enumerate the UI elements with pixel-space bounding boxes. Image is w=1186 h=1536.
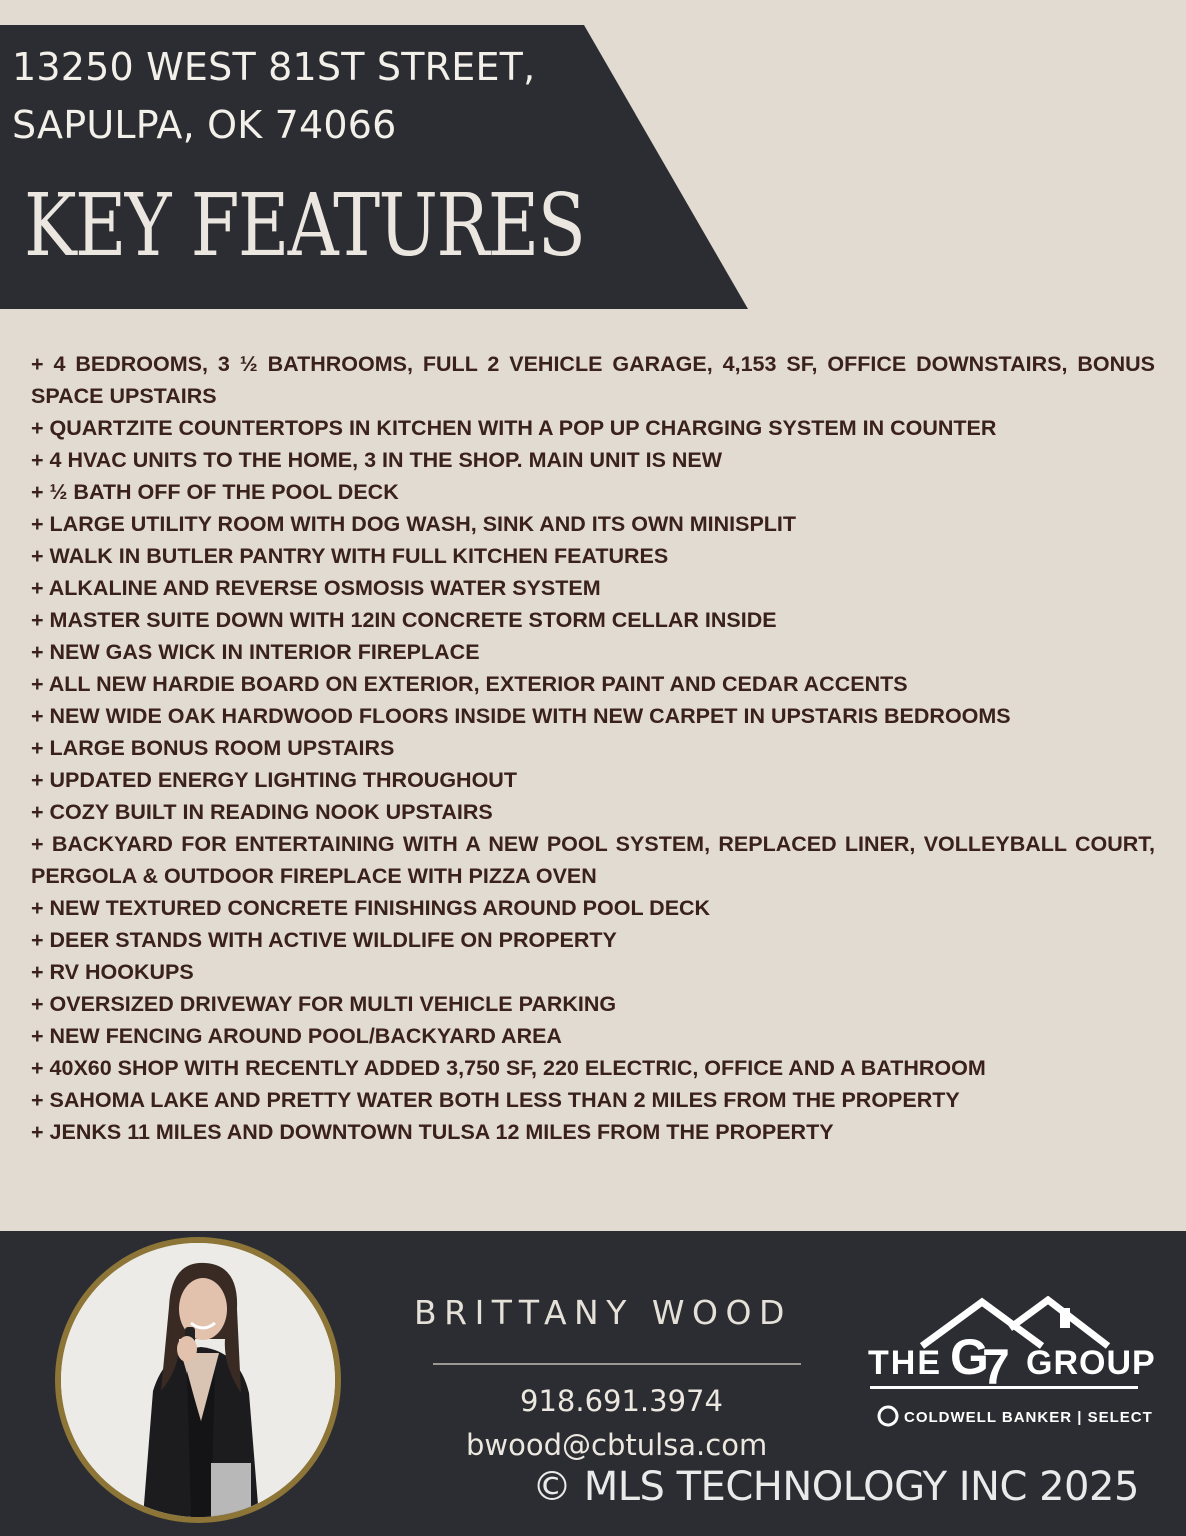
feature-item: + BACKYARD FOR ENTERTAINING WITH A NEW POOL SYSTEM, REPLACED LINER, VOLLEYBALL COURT, PERGOLA & OUTDOOR FIREPLACE WITH PIZZA OVEN [31, 832, 1155, 888]
svg-text:GROUP: GROUP [1026, 1344, 1154, 1382]
feature-item: + 4 HVAC UNITS TO THE HOME, 3 IN THE SHOP. MAIN UNIT IS NEW [31, 448, 723, 472]
svg-text:THE: THE [868, 1344, 942, 1382]
feature-item: + DEER STANDS WITH ACTIVE WILDLIFE ON PROPERTY [31, 928, 617, 952]
house-roof-icon [862, 1296, 1154, 1436]
agent-photo-inner [61, 1243, 335, 1517]
feature-item: + ½ BATH OFF OF THE POOL DECK [31, 480, 399, 504]
feature-item: + OVERSIZED DRIVEWAY FOR MULTI VEHICLE PARKING [31, 992, 617, 1016]
feature-item: + JENKS 11 MILES AND DOWNTOWN TULSA 12 MILES FROM THE PROPERTY [31, 1120, 834, 1144]
feature-item: + 40X60 SHOP WITH RECENTLY ADDED 3,750 SF, 220 ELECTRIC, OFFICE AND A BATHROOM [31, 1056, 986, 1080]
feature-item: + NEW FENCING AROUND POOL/BACKYARD AREA [31, 1024, 562, 1048]
feature-item: + ALKALINE AND REVERSE OSMOSIS WATER SYSTEM [31, 576, 601, 600]
agent-name: BRITTANY WOOD [414, 1293, 792, 1332]
feature-item: + LARGE UTILITY ROOM WITH DOG WASH, SINK AND ITS OWN MINISPLIT [31, 512, 797, 536]
svg-text:COLDWELL BANKER | SELECT: COLDWELL BANKER | SELECT [904, 1409, 1153, 1426]
address-line-1: 13250 WEST 81ST STREET, [12, 45, 536, 89]
agent-portrait-illustration [61, 1243, 335, 1517]
feature-item: + NEW GAS WICK IN INTERIOR FIREPLACE [31, 640, 480, 664]
property-address [12, 38, 535, 154]
feature-item: + NEW TEXTURED CONCRETE FINISHINGS AROUND POOL DECK [31, 896, 711, 920]
feature-item: + ALL NEW HARDIE BOARD ON EXTERIOR, EXTERIOR PAINT AND CEDAR ACCENTS [31, 672, 908, 696]
feature-item: + NEW WIDE OAK HARDWOOD FLOORS INSIDE WITH NEW CARPET IN UPSTARIS BEDROOMS [31, 704, 1011, 728]
feature-item: + RV HOOKUPS [31, 960, 194, 984]
feature-item: + QUARTZITE COUNTERTOPS IN KITCHEN WITH A POP UP CHARGING SYSTEM IN COUNTER [31, 416, 997, 440]
key-features-title: KEY FEATURES [24, 176, 585, 276]
svg-text:7: 7 [982, 1339, 1010, 1395]
agent-phone[interactable]: 918.691.3974 [520, 1384, 723, 1418]
address-line-2: SAPULPA, OK 74066 [12, 103, 397, 147]
agent-email[interactable]: bwood@cbtulsa.com [466, 1428, 768, 1462]
feature-item: + 4 BEDROOMS, 3 ½ BATHROOMS, FULL 2 VEHICLE GARAGE, 4,153 SF, OFFICE DOWNSTAIRS, BONUS SPACE UPSTAIRS [31, 352, 1155, 408]
divider [433, 1363, 801, 1365]
feature-item: + WALK IN BUTLER PANTRY WITH FULL KITCHEN FEATURES [31, 544, 669, 568]
feature-item: + COZY BUILT IN READING NOOK UPSTAIRS [31, 800, 493, 824]
feature-item: + MASTER SUITE DOWN WITH 12IN CONCRETE STORM CELLAR INSIDE [31, 608, 777, 632]
feature-item: + UPDATED ENERGY LIGHTING THROUGHOUT [31, 768, 517, 792]
g7-group-logo [862, 1296, 1154, 1436]
feature-list [31, 348, 1155, 1148]
agent-photo [55, 1237, 341, 1523]
svg-text:G: G [950, 1329, 989, 1385]
feature-item: + SAHOMA LAKE AND PRETTY WATER BOTH LESS THAN 2 MILES FROM THE PROPERTY [31, 1088, 960, 1112]
feature-item: + LARGE BONUS ROOM UPSTAIRS [31, 736, 395, 760]
copyright-watermark: © MLS TECHNOLOGY INC 2025 [532, 1464, 1139, 1510]
